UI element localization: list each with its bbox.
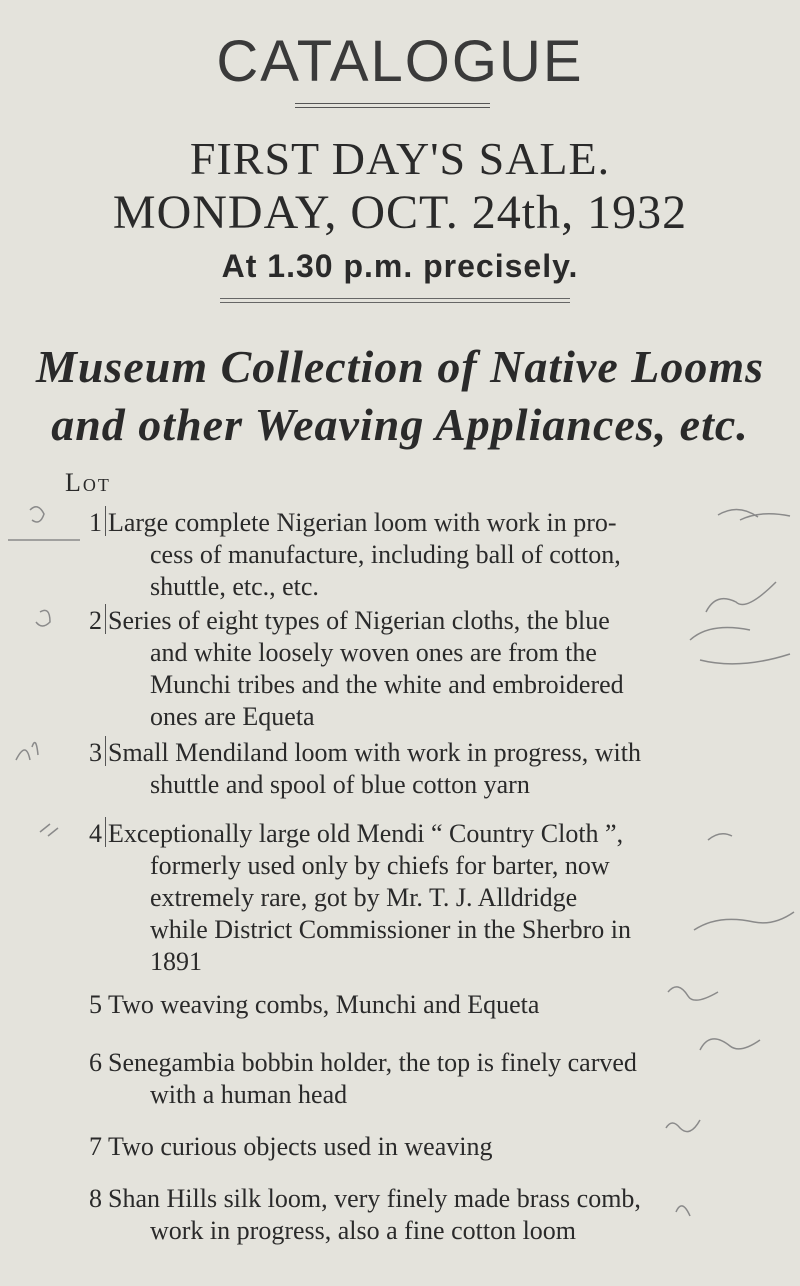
lot-description-line: Two weaving combs, Munchi and Equeta: [108, 990, 540, 1019]
margin-scribble: [40, 824, 58, 836]
margin-scribble: [36, 610, 50, 626]
margin-scribble: [668, 987, 718, 1000]
lot-description-line: with a human head: [150, 1080, 348, 1109]
lot-description-line: and white loosely woven ones are from the: [150, 638, 597, 667]
margin-scribble: [694, 912, 794, 930]
sale-day-heading: FIRST DAY'S SALE.: [189, 133, 611, 184]
lot-description-line: work in progress, also a fine cotton loom: [150, 1216, 577, 1245]
lot-number: 4: [89, 819, 102, 848]
lot-description-line: Shan Hills silk loom, very finely made brass comb,: [108, 1184, 641, 1213]
lot-description-line: shuttle, etc., etc.: [150, 572, 319, 601]
lot-number: 2: [89, 606, 102, 635]
margin-scribble: [718, 509, 790, 520]
catalogue-title: CATALOGUE: [216, 29, 584, 94]
lot-description-line: formerly used only by chiefs for barter, now: [150, 851, 610, 880]
collection-heading-line2: and other Weaving Appliances, etc.: [51, 399, 749, 450]
lot-description-line: Senegambia bobbin holder, the top is finely carved: [108, 1048, 637, 1077]
lot-description-line: cess of manufacture, including ball of cotton,: [150, 540, 621, 569]
margin-scribble: [708, 834, 732, 840]
lot-number: 7: [89, 1132, 102, 1161]
margin-scribble: [700, 1039, 760, 1050]
margin-scribble: [16, 743, 38, 761]
margin-scribble: [30, 507, 44, 522]
collection-heading-line1: Museum Collection of Native Looms: [35, 341, 765, 392]
margin-scribble: [690, 628, 790, 664]
lot-number: 1: [89, 508, 102, 537]
lot-description-line: extremely rare, got by Mr. T. J. Alldridge: [150, 883, 578, 912]
lot-number: 3: [89, 738, 102, 767]
lot-description-line: Series of eight types of Nigerian cloths, the blue: [108, 606, 610, 635]
lot-description-line: ones are Equeta: [150, 702, 315, 731]
lot-column-label: Lot: [65, 468, 111, 497]
margin-scribble: [676, 1206, 690, 1216]
lot-description-line: while District Commissioner in the Sherbro in: [150, 915, 631, 944]
lot-description-line: Small Mendiland loom with work in progress, with: [108, 738, 641, 767]
sale-date: MONDAY, OCT. 24th, 1932: [112, 186, 688, 239]
sale-time: At 1.30 p.m. precisely.: [221, 248, 579, 284]
lot-number: 6: [89, 1048, 102, 1077]
lot-description-line: shuttle and spool of blue cotton yarn: [150, 770, 530, 799]
lot-description-line: Exceptionally large old Mendi “ Country Cloth ”,: [108, 819, 624, 848]
margin-scribble: [666, 1120, 700, 1132]
lot-description-line: 1891: [150, 947, 202, 976]
lot-description-line: Munchi tribes and the white and embroidered: [150, 670, 624, 699]
lot-number: 5: [89, 990, 102, 1019]
lot-number: 8: [89, 1184, 102, 1213]
margin-scribble: [706, 582, 776, 612]
lot-description-line: Large complete Nigerian loom with work in pro-: [108, 508, 617, 537]
lot-description-line: Two curious objects used in weaving: [108, 1132, 493, 1161]
